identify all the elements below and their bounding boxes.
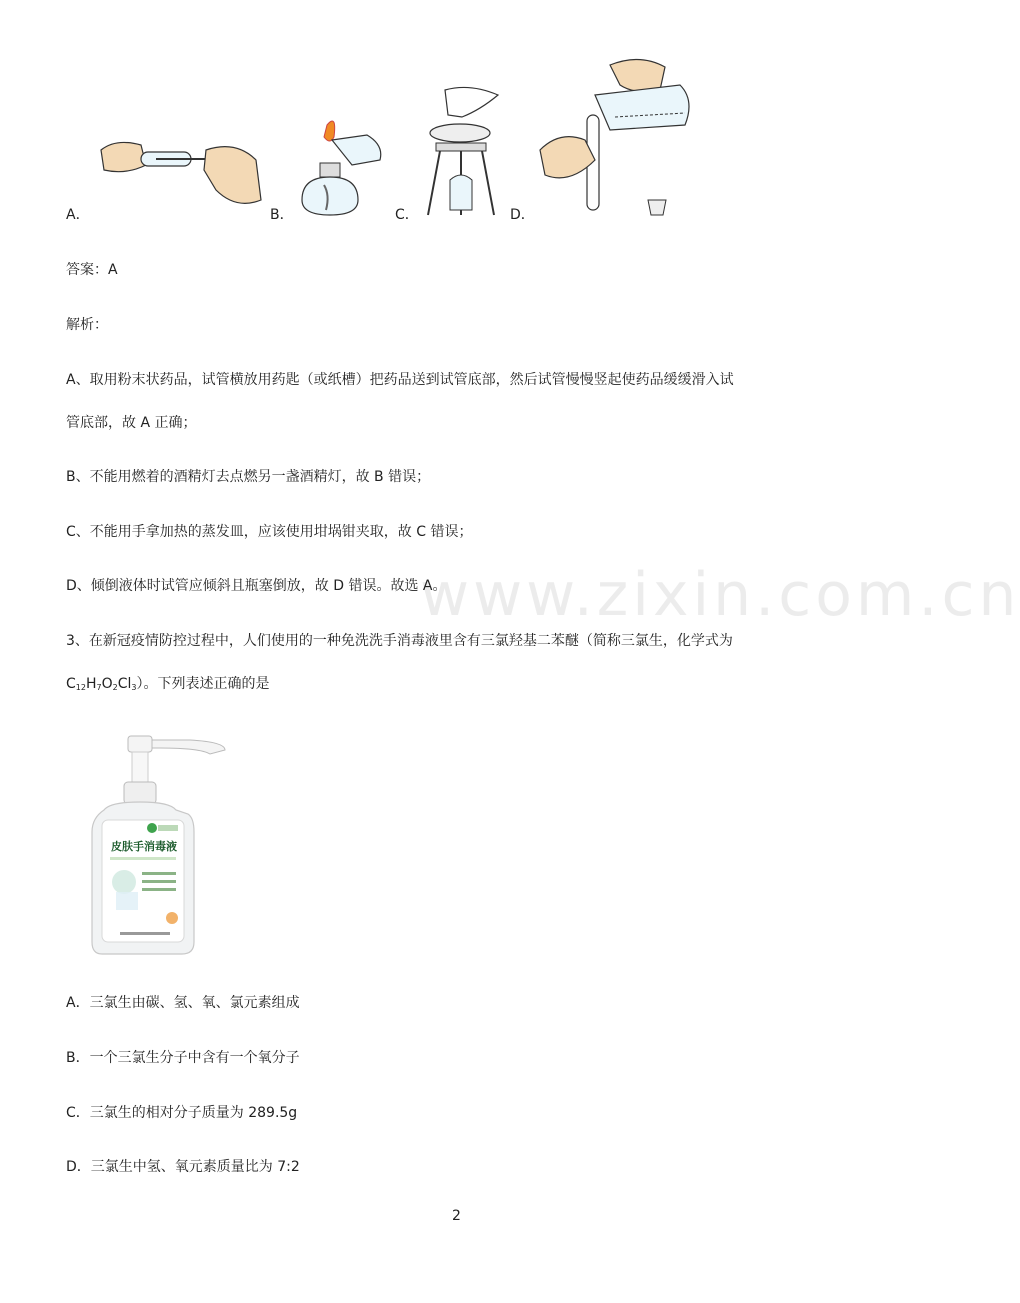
analysis-d: D、倾倒液体时试管应倾斜且瓶塞倒放，故 D 错误。故选 A。 <box>66 578 447 594</box>
formula-cl: Cl <box>117 676 132 692</box>
analysis-b: B、不能用燃着的酒精灯去点燃另一盏酒精灯，故 B 错误； <box>66 469 431 485</box>
question3-line2 <box>66 674 269 698</box>
page-number: 2 <box>452 1208 461 1224</box>
choice-b: B．一个三氯生分子中含有一个氧分子 <box>66 1050 300 1066</box>
choice-c: C．三氯生的相对分子质量为 289.5g <box>66 1105 298 1121</box>
hand-sanitizer-bottle-image <box>90 732 230 957</box>
option-a-label: A． <box>66 207 90 223</box>
answer-text: 答案：A <box>66 262 118 278</box>
option-c-label: C． <box>395 207 419 223</box>
formula-c: C <box>66 676 76 692</box>
formula-c-sub: 12 <box>75 683 86 692</box>
bottle-label-text: 皮肤手消毒液 <box>111 840 177 853</box>
choice-a: A．三氯生由碳、氢、氧、氯元素组成 <box>66 995 300 1011</box>
test-tube-powder-spatula-icon <box>96 130 266 219</box>
formula-o-sub: 2 <box>112 683 118 692</box>
formula-h: H <box>85 676 97 692</box>
question3-line1: 3、在新冠疫情防控过程中，人们使用的一种免洗洗手消毒液里含有三氯羟基二苯醚（简称三氯生，化学式为 <box>66 633 733 649</box>
formula-cl-sub: 3 <box>131 683 137 692</box>
formula-h-sub: 7 <box>96 683 102 692</box>
choice-d: D．三氯生中氢、氧元素质量比为 7:2 <box>66 1159 300 1175</box>
question3-line2-suffix: ）。下列表述正确的是 <box>136 676 270 692</box>
option-b-label: B． <box>270 207 294 223</box>
analysis-a-line1: A、取用粉末状药品，试管横放用药匙（或纸槽）把药品送到试管底部，然后试管慢慢竖起使药品缓缓滑入试 <box>66 372 734 388</box>
analysis-c: C、不能用手拿加热的蒸发皿，应该使用坩埚钳夹取，故 C 错误； <box>66 524 473 540</box>
watermark: www.zixin.com.cn <box>420 560 1020 630</box>
analysis-title: 解析： <box>66 317 108 333</box>
evaporating-dish-hand-icon <box>420 85 505 224</box>
option-d-label: D． <box>510 207 535 223</box>
analysis-a-line2: 管底部，故 A 正确； <box>66 415 197 431</box>
formula-o: O <box>101 676 113 692</box>
alcohol-lamp-lighting-icon <box>292 115 392 224</box>
pouring-liquid-test-tube-icon <box>540 55 700 224</box>
